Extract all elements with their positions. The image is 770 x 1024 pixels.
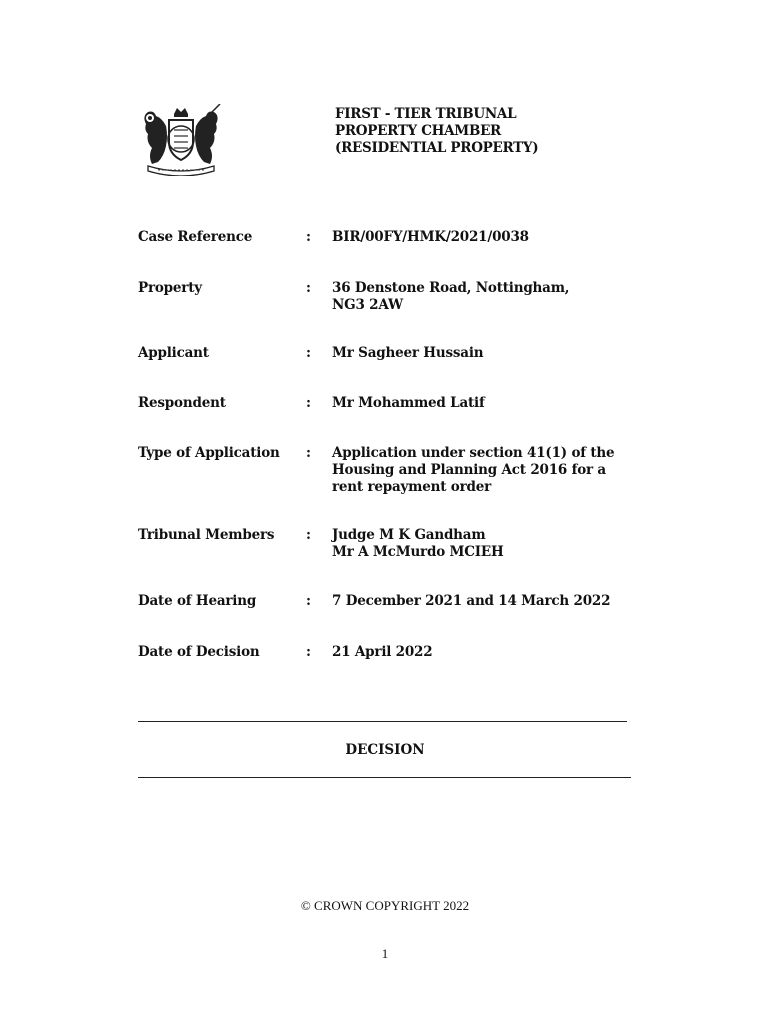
respondent-label: Respondent xyxy=(138,395,226,411)
date-of-decision-value: 21 April 2022 xyxy=(332,644,433,660)
date-of-hearing-value: 7 December 2021 and 14 March 2022 xyxy=(332,593,611,609)
tribunal-members-label: Tribunal Members xyxy=(138,527,275,543)
decision-heading-text: DECISION xyxy=(345,742,425,758)
top-divider xyxy=(138,721,627,722)
date-of-decision-label: Date of Decision xyxy=(138,644,260,660)
colon: : xyxy=(306,229,311,245)
respondent-value: Mr Mohammed Latif xyxy=(332,395,485,411)
type-of-application-label: Type of Application xyxy=(138,445,280,461)
type-of-application-line-2: Housing and Planning Act 2016 for a xyxy=(332,462,606,478)
header-line-1: FIRST - TIER TRIBUNAL xyxy=(335,106,517,122)
property-line-1: 36 Denstone Road, Nottingham, xyxy=(332,280,570,296)
case-reference-label: Case Reference xyxy=(138,229,253,245)
royal-coat-of-arms-icon xyxy=(138,104,224,176)
date-of-hearing-label: Date of Hearing xyxy=(138,593,257,609)
colon: : xyxy=(306,644,311,660)
tribunal-header xyxy=(335,106,538,157)
type-of-application-line-1: Application under section 41(1) of the xyxy=(332,445,615,461)
property-label: Property xyxy=(138,280,202,296)
tribunal-members-value xyxy=(332,527,632,561)
header-line-2: PROPERTY CHAMBER xyxy=(335,123,501,139)
type-of-application-value xyxy=(332,445,632,496)
colon: : xyxy=(306,345,311,361)
crown-copyright: © CROWN COPYRIGHT 2022 xyxy=(300,898,470,913)
applicant-value: Mr Sagheer Hussain xyxy=(332,345,484,361)
colon: : xyxy=(306,593,311,609)
decision-heading xyxy=(0,742,770,758)
applicant-label: Applicant xyxy=(138,345,209,361)
case-reference-value: BIR/00FY/HMK/2021/0038 xyxy=(332,229,529,245)
page-number: 1 xyxy=(381,946,389,961)
colon: : xyxy=(306,280,311,296)
colon: : xyxy=(306,445,311,461)
property-line-2: NG3 2AW xyxy=(332,297,403,313)
tribunal-member-1: Judge M K Gandham xyxy=(332,527,486,543)
colon: : xyxy=(306,527,311,543)
bottom-divider xyxy=(138,777,631,778)
property-value xyxy=(332,280,632,314)
header-line-3: (RESIDENTIAL PROPERTY) xyxy=(335,140,539,156)
type-of-application-line-3: rent repayment order xyxy=(332,479,492,495)
colon: : xyxy=(306,395,311,411)
tribunal-member-2: Mr A McMurdo MCIEH xyxy=(332,544,504,560)
